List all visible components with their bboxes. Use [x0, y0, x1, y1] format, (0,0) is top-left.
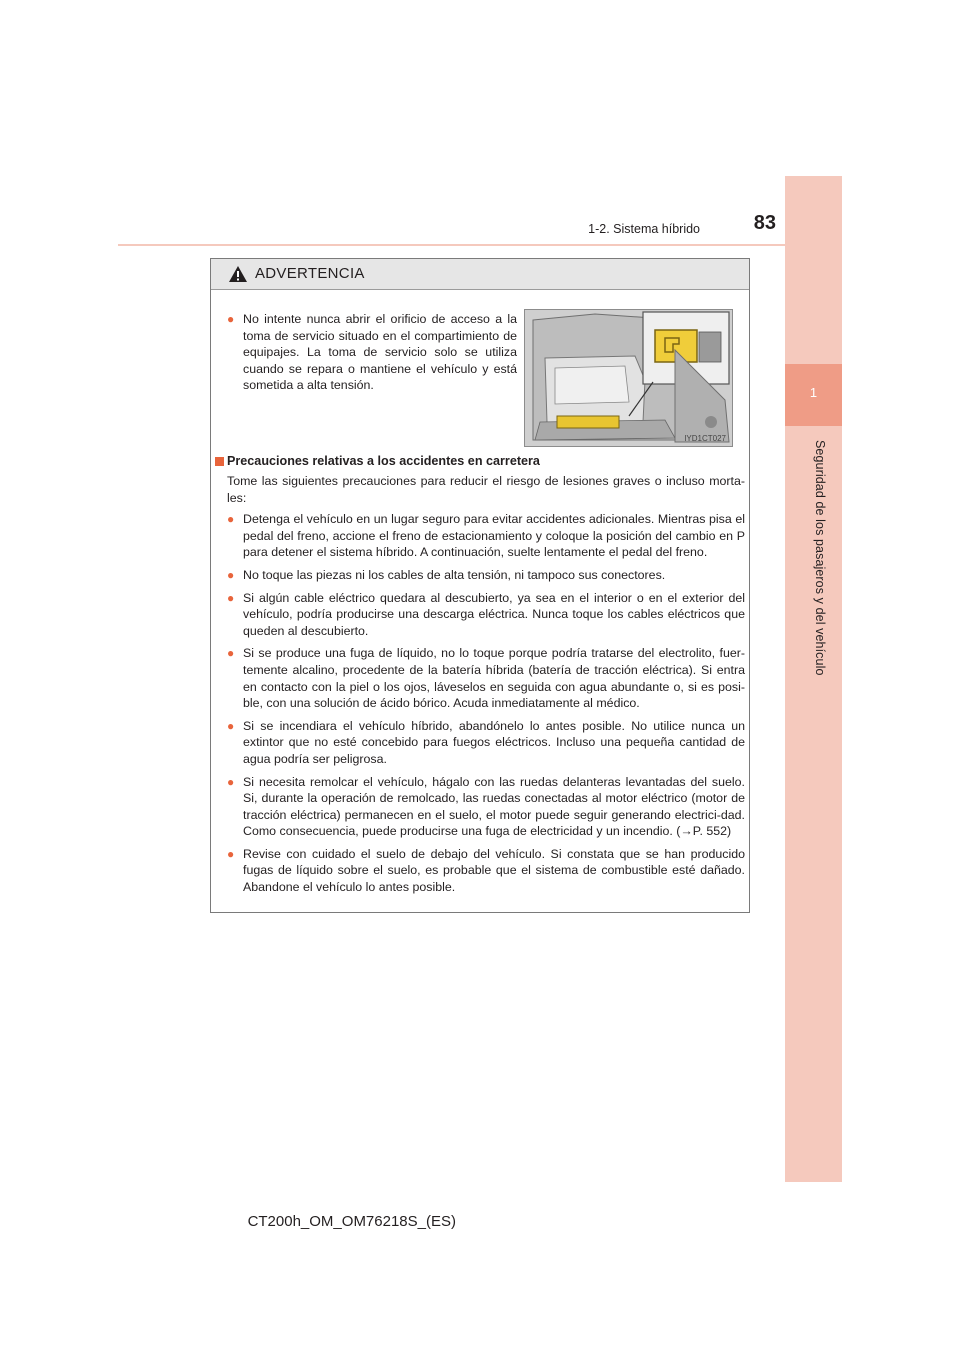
first-item-text: No intente nunca abrir el orificio de acceso a la toma de servicio situado en el compartimiento de equipajes. La toma de servicio solo se utiliza cuando se repara o mantiene el vehículo y está sometida a alta tensión. — [243, 312, 517, 393]
figure-label: IYD1CT027 — [684, 434, 726, 443]
luggage-compartment-illustration — [524, 309, 733, 447]
page-number: 83 — [753, 212, 776, 234]
warning-box — [210, 258, 750, 913]
list-item: ● No toque las piezas ni los cables de alta tensión, ni tampoco sus conectores. — [227, 567, 666, 582]
bullet-circle-icon: ● — [227, 718, 235, 733]
bullet-circle-icon: ● — [227, 646, 235, 661]
warning-title: ADVERTENCIA — [255, 265, 365, 282]
bullet-circle-icon: ● — [227, 846, 235, 861]
bullet-circle-icon: ● — [227, 774, 235, 789]
list-item: ● Detenga el vehículo en un lugar seguro para evitar accidentes adicionales. Mientras pisa el pedal del freno, accione el freno de estacionamiento y coloque la posición del cambio en P para detener el sistema híbrido. A continuación, suelte lentamente el pedal del freno. — [227, 512, 745, 560]
section-intro: Tome las siguientes precauciones para reducir el riesgo de lesiones graves o incluso morta-les: — [227, 474, 745, 505]
list-item: ● Si necesita remolcar el vehículo, hágalo con las ruedas delanteras levantadas del suelo. Si, durante la operación de remolcado, las ruedas conectadas al motor eléctrico (motor de tracción eléctrica) permanecen en el suelo, el motor puede seguir generando electrici-dad. Como consecuencia, puede producirse una fuga de electricidad y un incendio. (→P. 552) — [227, 774, 745, 839]
list-item: ● Si algún cable eléctrico quedara al descubierto, ya sea en el interior o en el exterior del vehículo, podría producirse una descarga eléctrica. Nunca toque los cables eléctricos que queden al descubierto. — [227, 590, 745, 638]
header-section-title: 1-2. Sistema híbrido — [588, 222, 700, 236]
side-tab-number: 1 — [809, 385, 818, 400]
accident-precautions-section — [215, 453, 745, 902]
side-tab — [785, 176, 842, 1182]
precautions-list — [215, 511, 745, 895]
warning-first-item — [227, 311, 517, 400]
footer-doc-code: CT200h_OM_OM76218S_(ES) — [247, 1213, 456, 1230]
bullet-circle-icon: ● — [227, 567, 235, 582]
list-item: ● Si se incendiara el vehículo híbrido, abandónelo lo antes posible. No utilice nunca un extintor que no esté concebido para fuegos eléctricos. Incluso una pequeña cantidad de agua podría ser peligrosa. — [227, 718, 745, 766]
header-rule — [118, 244, 785, 246]
warning-triangle-icon — [228, 265, 248, 283]
bullet-circle-icon: ● — [227, 590, 235, 605]
list-item: ● Revise con cuidado el suelo de debajo del vehículo. Si constata que se han producido fugas de líquido sobre el suelo, es probable que el sistema de combustible esté dañado. Abandone el vehículo lo antes posible. — [227, 846, 745, 895]
bullet-circle-icon: ● — [227, 512, 235, 527]
section-title-text: Precauciones relativas a los accidentes en carretera — [227, 454, 540, 468]
list-item: ● Si se produce una fuga de líquido, no lo toque porque podría tratarse del electrolito, fuer-temente alcalino, procedente de la batería híbrida (batería de tracción eléctrica). Si entra en contacto con la piel o los ojos, láveselos en seguida con agua abundante o, si es posi-ble, con una solución de ácido bórico. Acuda inmediatamente al médico. — [227, 646, 745, 711]
section-title — [215, 453, 745, 470]
warning-header — [211, 259, 749, 290]
side-tab-label: Seguridad de los pasajeros y del vehículo — [813, 440, 827, 676]
bullet-circle-icon: ● — [227, 312, 235, 326]
section-square-icon — [215, 457, 224, 466]
